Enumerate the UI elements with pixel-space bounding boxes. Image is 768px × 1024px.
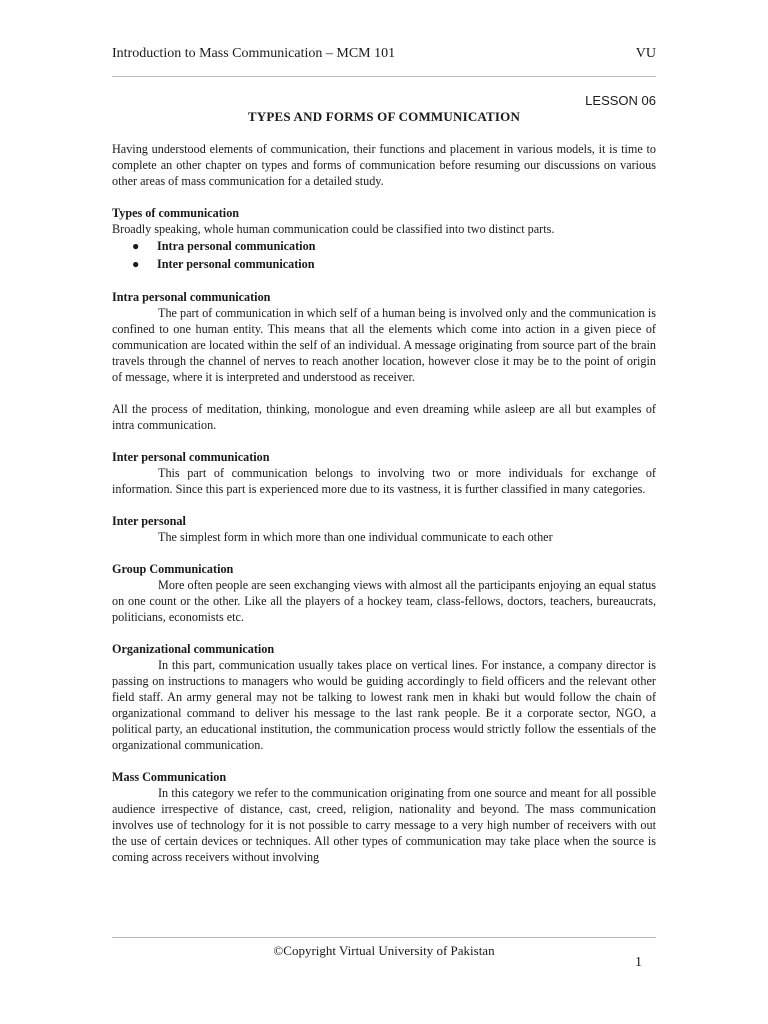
inter-paragraph: This part of communication belongs to involving two or more individuals for exchange of information. Since this part is experienced more due to its vastness, it is further classified in many categories. xyxy=(112,466,656,496)
group-paragraph: More often people are seen exchanging views with almost all the participants enjoying an equal status on one count or the other. Like all the players of a hockey team, class-fellows, doctors, teachers, bureaucrats, politicians, economists etc. xyxy=(112,578,656,624)
course-title: Introduction to Mass Communication – MCM 101 xyxy=(112,46,396,61)
lesson-number: LESSON 06 xyxy=(585,93,656,108)
mass-paragraph: In this category we refer to the communication originating from one source and meant for all possible audience irrespective of distance, cast, creed, religion, nationality and beyond. The mass communication involves use of technology for it is not possible to carry message to a very high number of receivers with out the use of certain devices or techniques. All other types of communication may take place when the source is coming across receivers without involving xyxy=(112,786,656,864)
page-title: TYPES AND FORMS OF COMMUNICATION xyxy=(247,109,521,124)
list-item: ● Inter personal communication xyxy=(132,257,315,271)
interpersonal-heading: Inter personal xyxy=(112,514,186,528)
group-heading: Group Communication xyxy=(112,562,234,576)
org-label: VU xyxy=(635,46,656,61)
page-number: 1 xyxy=(635,955,642,970)
document-body xyxy=(112,141,656,865)
copyright-notice: ©Copyright Virtual University of Pakistan xyxy=(273,943,495,958)
document-page xyxy=(112,0,656,1024)
intra-paragraph-2: All the process of meditation, thinking, monologue and even dreaming while asleep are all but examples of intra communication. xyxy=(112,402,656,432)
org-paragraph: In this part, communication usually takes place on vertical lines. For instance, a company director is passing on instructions to managers who would be guiding accordingly to field officers and the relevant other field staff. An army general may not be talking to lowest rank men in khaki but would follow the chain of organizational command to deliver his message to the last rank people. Be it a corporate sector, NGO, a political party, an educational institution, the communication process would strictly follow the essentials of the organizational communication. xyxy=(112,658,656,752)
page-header xyxy=(112,46,656,62)
list-item: ● Intra personal communication xyxy=(132,239,316,253)
interpersonal-paragraph: The simplest form in which more than one individual communicate to each other xyxy=(158,530,553,544)
intra-heading: Intra personal communication xyxy=(112,290,271,304)
intro-paragraph: Having understood elements of communication, their functions and placement in various models, it is time to complete an other chapter on types and forms of communication before resuming our discussions on various other areas of mass communication for a detailed study. xyxy=(112,142,656,188)
types-text: Broadly speaking, whole human communication could be classified into two distinct parts. xyxy=(112,222,555,236)
footer-divider xyxy=(112,937,656,938)
org-heading: Organizational communication xyxy=(112,642,275,656)
types-heading: Types of communication xyxy=(112,206,240,220)
intra-paragraph-1: The part of communication in which self of a human being is involved only and the communication is confined to one human entity. This means that all the elements which come into action in a given piece of communication are located within the self of an individual. A message originating from source part of the brain travels through the channel of nerves to reach another location, however close it may be to the point of origin of message, where it is interpreted and understood as receiver. xyxy=(112,306,656,384)
bullet-icon: ● xyxy=(132,257,140,271)
bullet-icon: ● xyxy=(132,239,140,253)
mass-heading: Mass Communication xyxy=(112,770,227,784)
types-list xyxy=(112,237,656,273)
inter-heading: Inter personal communication xyxy=(112,450,270,464)
header-divider xyxy=(112,76,656,77)
